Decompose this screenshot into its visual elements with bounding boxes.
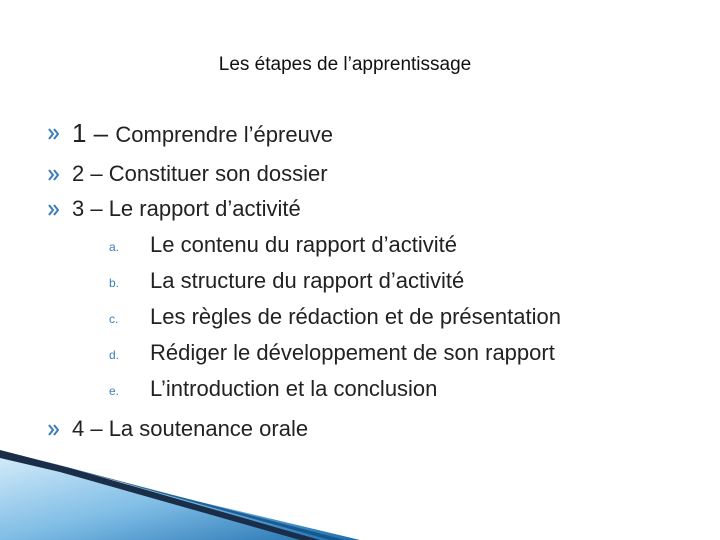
list-item-1 bbox=[72, 118, 333, 149]
list-item-3: 3 – Le rapport d’activité bbox=[72, 196, 301, 221]
subitem-letter: c. bbox=[109, 312, 119, 326]
subitem-letter: a. bbox=[109, 240, 120, 254]
arrow-bullet-icon bbox=[46, 127, 60, 141]
arrow-bullet-icon bbox=[46, 423, 60, 437]
subitem-a: Le contenu du rapport d’activité bbox=[150, 232, 457, 257]
list-item-number: 1 – bbox=[72, 118, 116, 148]
decorative-wedge bbox=[0, 440, 720, 540]
arrow-bullet-icon bbox=[46, 168, 60, 182]
subitem-letter: d. bbox=[109, 348, 120, 362]
list-item-2: 2 – Constituer son dossier bbox=[72, 161, 328, 186]
subitem-e: L’introduction et la conclusion bbox=[150, 376, 438, 401]
subitem-letter: b. bbox=[109, 276, 120, 290]
subitem-c: Les règles de rédaction et de présentation bbox=[150, 304, 561, 329]
list-item-4: 4 – La soutenance orale bbox=[72, 416, 309, 441]
subitem-letter: e. bbox=[109, 384, 120, 398]
slide-title: Les étapes de l’apprentissage bbox=[218, 54, 472, 75]
arrow-bullet-icon bbox=[46, 203, 60, 217]
subitem-b: La structure du rapport d’activité bbox=[150, 268, 465, 293]
subitem-d: Rédiger le développement de son rapport bbox=[150, 340, 555, 365]
list-item-text: Comprendre l’épreuve bbox=[115, 122, 334, 147]
